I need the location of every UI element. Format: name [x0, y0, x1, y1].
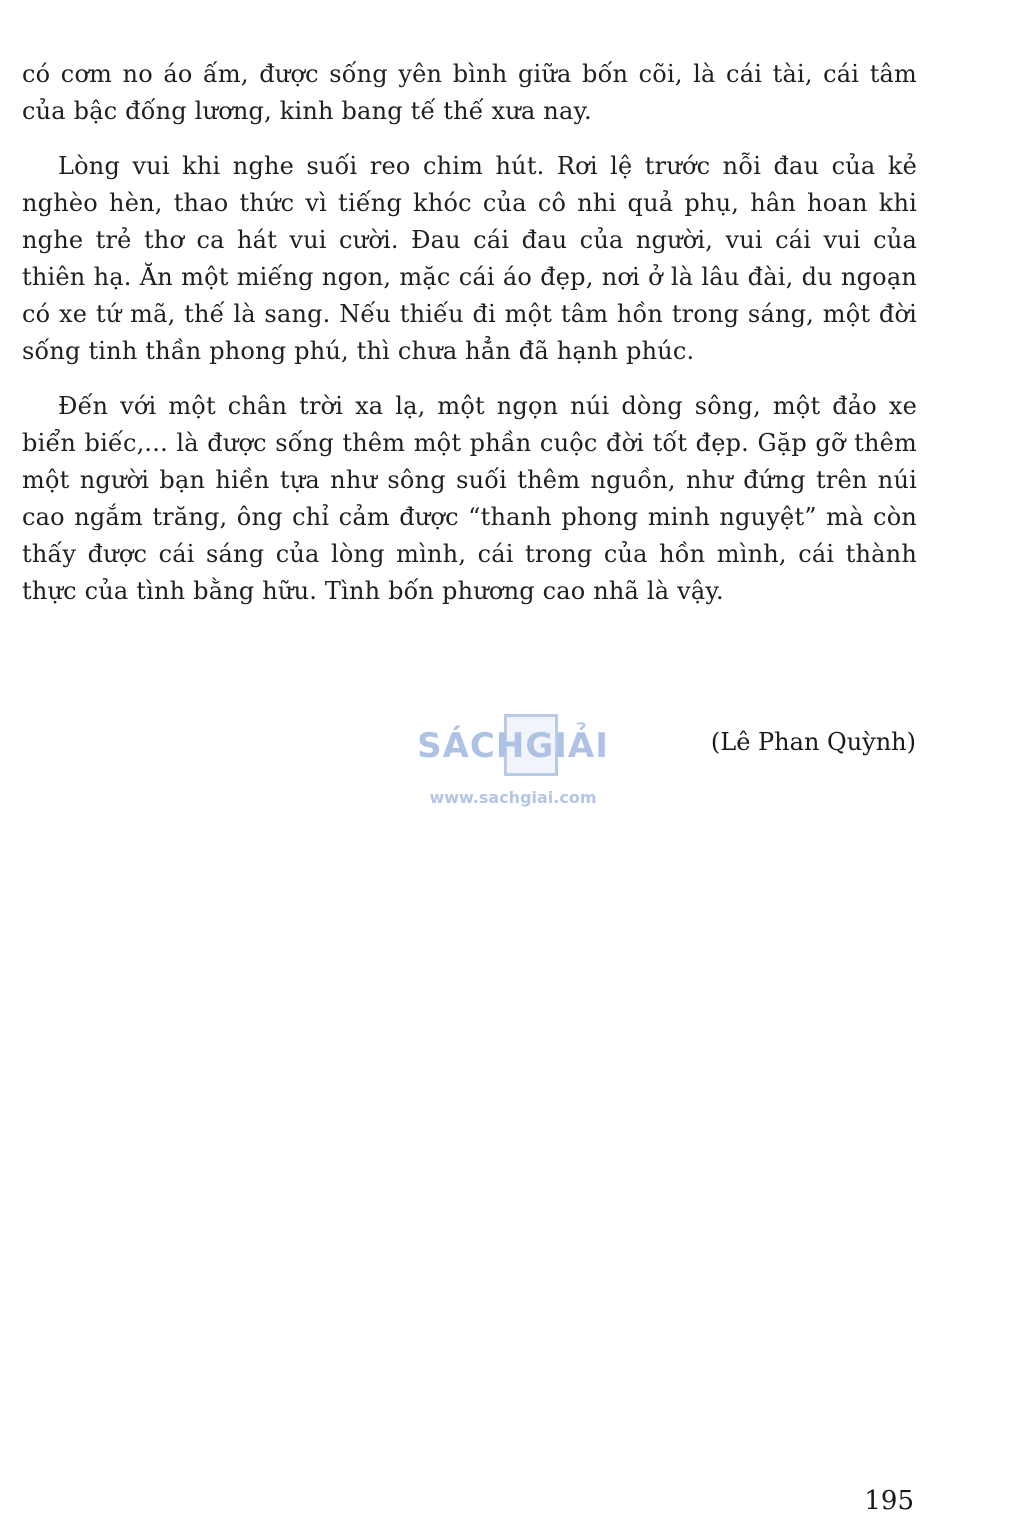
paragraph-2: Lòng vui khi nghe suối reo chim hút. Rơi lệ trước nỗi đau của kẻ nghèo hèn, thao thức vì tiếng khóc của cô nhi quả phụ, hân hoan khi nghe trẻ thơ ca hát vui cười. Đau cái đau của người, vui cái vui của thiên hạ. Ăn một miếng ngon, mặc cái áo đẹp, nơi ở là lâu đài, du ngoạn có xe tứ mã, thế là sang. Nếu thiếu đi một tâm hồn trong sáng, một đời sống tinh thần phong phú, thì chưa hẳn đã hạnh phúc. — [22, 152, 917, 365]
author-attribution: (Lê Phan Quỳnh) — [710, 728, 916, 756]
watermark-url: www.sachgiai.com — [429, 788, 597, 807]
paragraph-1: có cơm no áo ấm, được sống yên bình giữa bốn cõi, là cái tài, cái tâm của bậc đống lương, kinh bang tế thế xưa nay. — [22, 60, 917, 125]
watermark — [408, 712, 618, 812]
watermark-logo — [408, 712, 618, 782]
paragraph-3: Đến với một chân trời xa lạ, một ngọn núi dòng sông, một đảo xe biển biếc,... là được sống thêm một phần cuộc đời tốt đẹp. Gặp gỡ thêm một người bạn hiền tựa như sông suối thêm nguồn, như đứng trên núi cao ngắm trăng, ông chỉ cảm được “thanh phong minh nguyệt” mà còn thấy được cái sáng của lòng mình, cái trong của hồn mình, cái thành thực của tình bằng hữu. Tình bốn phương cao nhã là vậy. — [22, 392, 917, 605]
page-body — [22, 56, 917, 610]
page-number: 195 — [864, 1486, 914, 1516]
watermark-brand: SÁCHGIẢI — [417, 726, 609, 766]
